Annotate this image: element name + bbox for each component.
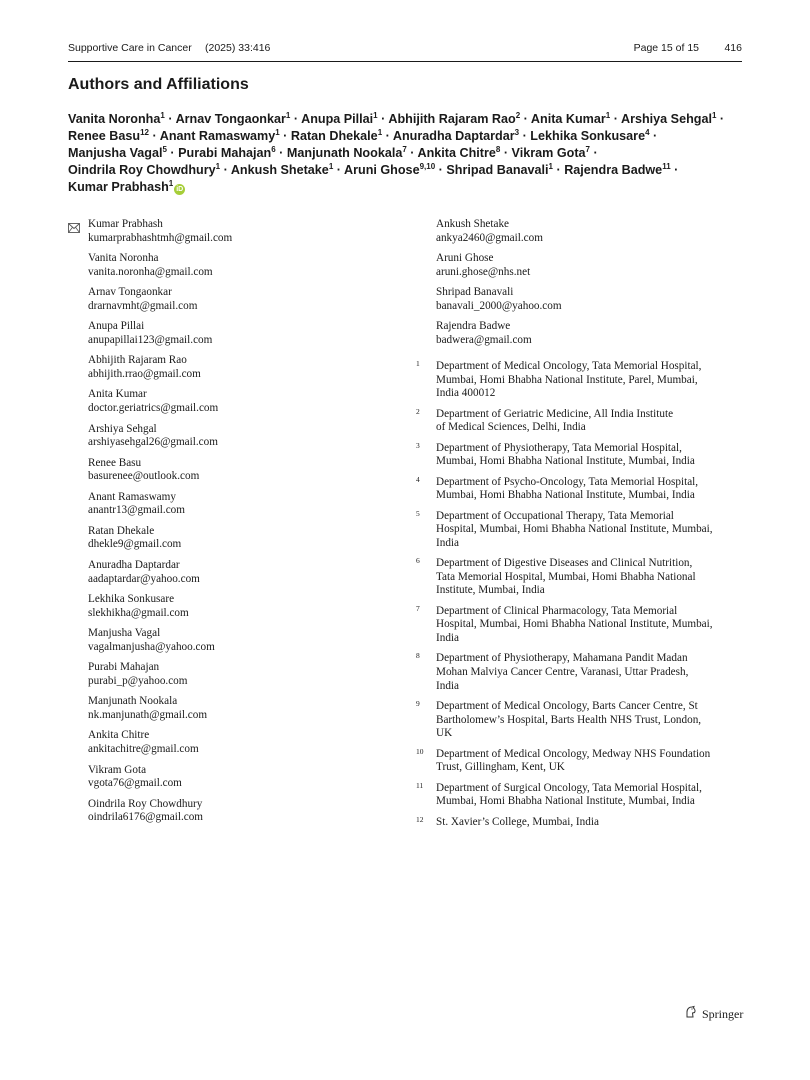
affiliation-marker: 1 (168, 179, 174, 188)
author-name[interactable] (344, 163, 435, 177)
author-name-text: Shripad Banavali (446, 163, 549, 177)
author-name-text: Arnav Tongaonkar (175, 112, 286, 126)
contact-email[interactable]: aadaptardar@yahoo.com (88, 572, 200, 585)
author-list: Vanita Noronha$^1$ · Arnav Tongaonkar$^1$ · Anupa Pillai$^1$ · Abhijith Rajaram Rao$^2$ · Anita Kumar$^1$ · Arshiya Sehgal$^1$ · Renee Basu$^{12}$ · Anant Ramaswamy$^1$ · Ratan Dhekale$^1$ · Anuradha Daptardar$^3$ · Lekhika Sonkusare$^4$ · Manjusha Vagal$^5$ · Purabi Mahajan$^6$ · Manjunath Nookala$^7$ · Ankita Chitre$^8$ · Vikram Gota$^7$ · Oindrila Roy Chowdhury$^1$ · Ankush Shetake$^1$ · Aruni Ghose$^{9,10}$ · Shripad Banavali$^1$ · Rajendra Badwe$^{11}$ · Kumar Prabhash$^1$iD (68, 111, 725, 194)
contact-email[interactable]: banavali_2000@yahoo.com (436, 299, 562, 312)
contact-entry (88, 661, 388, 695)
author-name[interactable] (564, 163, 670, 177)
affiliation-marker: 6 (271, 145, 276, 154)
author-name[interactable] (178, 146, 276, 160)
affiliation-marker: 1 (215, 162, 221, 171)
contact-email[interactable]: badwera@gmail.com (436, 333, 532, 346)
contact-name: Arshiya Sehgal (88, 422, 157, 435)
affiliation-number: 2 (416, 406, 420, 416)
author-name[interactable] (68, 146, 167, 160)
affiliation-marker: 1 (605, 111, 611, 120)
author-name-text: Vanita Noronha (68, 112, 161, 126)
affiliation-text: Department of Occupational Therapy, Tata Memorial (436, 509, 674, 522)
publisher-logo (684, 1005, 743, 1023)
affiliation-text: Hospital, Mumbai, Homi Bhabha National Institute, Mumbai, (436, 618, 713, 631)
author-name[interactable] (530, 129, 649, 143)
affiliation-text: Mohan Malviya Cancer Centre, Varanasi, Uttar Pradesh, (436, 665, 689, 678)
affiliation-entry (416, 700, 736, 748)
affiliation-number: 12 (416, 814, 424, 824)
author-name[interactable] (512, 146, 590, 160)
affiliation-marker: 1 (711, 111, 717, 120)
affiliation-text: Department of Geriatric Medicine, All India Institute (436, 407, 674, 420)
affiliation-number: 4 (416, 474, 420, 484)
contact-email[interactable]: doctor.geriatrics@gmail.com (88, 402, 219, 415)
contact-entry (88, 695, 388, 729)
affiliation-marker: 8 (495, 145, 501, 154)
contact-email[interactable]: drarnavmht@gmail.com (88, 299, 198, 312)
contact-name: Vanita Noronha (88, 252, 159, 265)
affiliation-marker: 9,10 (419, 162, 436, 171)
author-name[interactable] (176, 112, 291, 126)
contact-email[interactable]: nk.manjunath@gmail.com (88, 708, 208, 721)
author-name-text: Lekhika Sonkusare (530, 129, 646, 143)
journal-name: Supportive Care in Cancer (68, 42, 192, 54)
affiliation-entry (416, 557, 736, 605)
affiliation-number: 5 (416, 508, 420, 518)
affiliation-entry (416, 652, 736, 700)
contact-email[interactable]: vanita.noronha@gmail.com (88, 265, 213, 278)
contact-entry (88, 354, 388, 388)
affiliation-text: Department of Physiotherapy, Mahamana Pandit Madan (436, 652, 688, 665)
affiliation-entry (416, 442, 736, 476)
affiliation-marker: 12 (140, 128, 150, 137)
contact-entry (88, 457, 388, 491)
author-name-text: Anupa Pillai (301, 112, 374, 126)
contact-name: Kumar Prabhash (88, 218, 163, 230)
affiliation-text: Department of Medical Oncology, Barts Cancer Centre, St (436, 699, 698, 712)
author-name[interactable] (621, 112, 716, 126)
affiliation-text: Mumbai, Homi Bhabha National Institute, Mumbai, India (436, 489, 695, 502)
affiliation-text: Hospital, Mumbai, Homi Bhabha National Institute, Mumbai, (436, 523, 713, 536)
contact-name: Aruni Ghose (436, 252, 494, 265)
contact-entry (88, 423, 388, 457)
contact-name: Lekhika Sonkusare (88, 593, 175, 606)
author-name[interactable] (287, 146, 407, 160)
author-name[interactable] (388, 112, 520, 126)
section-title: Authors and Affiliations (68, 76, 249, 93)
affiliation-entry (416, 816, 736, 836)
affiliation-text: Mumbai, Homi Bhabha National Institute, Mumbai, India (436, 455, 695, 468)
affiliation-entry (416, 782, 736, 816)
author-name[interactable] (291, 129, 382, 143)
affiliation-text: India (436, 536, 459, 549)
affiliation-marker: 5 (162, 145, 167, 154)
contact-email[interactable]: abhijith.rrao@gmail.com (88, 367, 201, 380)
author-name[interactable] (531, 112, 610, 126)
header-rule (68, 61, 742, 62)
affiliation-text: Department of Surgical Oncology, Tata Memorial Hospital, (436, 781, 702, 794)
article-number: 416 (724, 42, 742, 54)
author-name[interactable] (160, 129, 280, 143)
contact-entry (88, 798, 388, 832)
contact-name: Anupa Pillai (88, 320, 145, 333)
envelope-icon (68, 220, 80, 238)
affiliation-text: India 400012 (436, 387, 496, 400)
author-name-text: Purabi Mahajan (178, 146, 272, 160)
contact-email[interactable]: aruni.ghose@nhs.net (436, 265, 531, 278)
affiliation-number: 3 (416, 440, 420, 450)
affiliation-number: 1 (416, 359, 420, 368)
contact-email[interactable]: ankya2460@gmail.com (436, 231, 543, 244)
author-name[interactable] (68, 129, 149, 143)
contact-email[interactable]: oindrila6176@gmail.com (88, 811, 204, 824)
affiliation-text: Mumbai, Homi Bhabha National Institute, Mumbai, India (436, 795, 695, 808)
contact-name: Abhijith Rajaram Rao (88, 354, 187, 367)
affiliation-marker: 3 (514, 128, 520, 137)
contact-entry (88, 286, 388, 320)
affiliation-number: 10 (416, 746, 424, 756)
contact-entry (88, 764, 388, 798)
contact-entry (88, 593, 388, 627)
contact-entry (436, 286, 736, 320)
author-name-text: Ratan Dhekale (290, 129, 378, 143)
affiliation-entry (416, 360, 736, 408)
contact-name: Arnav Tongaonkar (88, 286, 172, 299)
affiliation-marker: 7 (402, 145, 407, 154)
author-name-text: Renee Basu (68, 129, 141, 143)
page-number: Page 15 of 15 (633, 42, 699, 54)
affiliation-entry (416, 510, 736, 558)
contact-name: Anuradha Daptardar (88, 558, 180, 571)
affiliation-text: Trust, Gillingham, Kent, UK (436, 761, 565, 774)
affiliation-entry (416, 605, 736, 653)
contact-list-left (88, 218, 388, 832)
affiliation-number: 7 (416, 603, 420, 613)
author-name-text: Anita Kumar (530, 112, 606, 126)
contact-entry (88, 559, 388, 593)
author-name-text: Vikram Gota (511, 146, 586, 160)
affiliation-marker: 11 (662, 162, 671, 171)
contact-entry (88, 320, 388, 354)
affiliation-text: St. Xavier’s College, Mumbai, India (436, 815, 599, 828)
contact-email[interactable]: slekhikha@gmail.com (88, 606, 189, 619)
contact-entry (88, 491, 388, 525)
contact-entry (88, 525, 388, 559)
affiliation-number: 6 (416, 556, 420, 566)
affiliation-text: Department of Psycho-Oncology, Tata Memorial Hospital, (436, 475, 699, 488)
affiliation-text: India (436, 679, 459, 692)
contact-entry (436, 252, 736, 286)
author-name[interactable] (68, 163, 220, 177)
contact-email[interactable]: arshiyasehgal26@gmail.com (88, 436, 218, 449)
contact-name: Renee Basu (88, 456, 142, 469)
publisher-name: Springer (702, 1006, 744, 1021)
affiliation-entry (416, 748, 736, 782)
affiliation-marker: 1 (377, 128, 383, 137)
contact-entry (436, 218, 736, 252)
author-name[interactable] (68, 180, 185, 194)
contact-email[interactable]: purabi_p@yahoo.com (88, 674, 188, 687)
contact-list-right (436, 218, 736, 354)
contact-email[interactable]: anantr13@gmail.com (88, 504, 185, 517)
affiliation-entry (416, 476, 736, 510)
affiliation-text: India (436, 631, 459, 644)
author-name-text: Manjunath Nookala (286, 146, 403, 160)
affiliation-number: 11 (416, 780, 424, 790)
contact-email[interactable]: vgota76@gmail.com (88, 777, 182, 790)
affiliation-text: Mumbai, Homi Bhabha National Institute, Parel, Mumbai, (436, 373, 698, 386)
affiliation-text: Department of Medical Oncology, Tata Memorial Hospital, (436, 360, 702, 372)
author-name-text: Ankush Shetake (230, 163, 329, 177)
affiliation-marker: 2 (515, 111, 521, 120)
author-name[interactable] (446, 163, 553, 177)
author-name-text: Oindrila Roy Chowdhury (68, 163, 216, 177)
orcid-icon[interactable]: iD (176, 186, 184, 193)
author-name-text: Manjusha Vagal (68, 146, 163, 160)
running-header (68, 42, 742, 60)
author-name-text: Anuradha Daptardar (392, 129, 515, 143)
author-name-text: Ankita Chitre (417, 146, 496, 160)
affiliation-text: Department of Physiotherapy, Tata Memorial Hospital, (436, 441, 682, 454)
author-name[interactable] (231, 163, 333, 177)
contact-entry (88, 627, 388, 661)
affiliation-text: Department of Digestive Diseases and Clinical Nutrition, (436, 557, 693, 570)
author-name-text: Arshiya Sehgal (620, 112, 712, 126)
contact-name: Ratan Dhekale (88, 524, 155, 537)
contact-name: Ankita Chitre (88, 729, 150, 742)
author-name[interactable] (393, 129, 519, 143)
affiliation-marker: 1 (373, 111, 378, 120)
affiliation-list (416, 360, 736, 836)
contact-email[interactable]: basurenee@outlook.com (88, 470, 200, 483)
citation: (2025) 33:416 (205, 42, 271, 54)
affiliation-marker: 7 (585, 145, 590, 154)
author-name-text: Aruni Ghose (344, 163, 420, 177)
contact-name: Anant Ramaswamy (88, 490, 176, 503)
affiliation-text: UK (436, 727, 453, 740)
affiliation-entry (416, 408, 736, 442)
affiliation-text: Department of Clinical Pharmacology, Tata Memorial (436, 604, 678, 617)
contact-name: Ankush Shetake (436, 218, 510, 230)
contact-name: Vikram Gota (88, 763, 147, 776)
contact-name: Manjunath Nookala (88, 695, 178, 708)
contact-name: Anita Kumar (88, 388, 147, 401)
contact-name: Purabi Mahajan (88, 661, 160, 674)
affiliation-marker: 1 (275, 128, 280, 137)
author-name[interactable] (301, 112, 378, 126)
author-name[interactable] (418, 146, 501, 160)
contact-entry (88, 388, 388, 422)
affiliation-marker: 1 (160, 111, 165, 120)
affiliation-number: 8 (416, 651, 420, 661)
author-name-text: Anant Ramaswamy (159, 129, 276, 143)
contact-name: Rajendra Badwe (436, 320, 511, 333)
contact-email[interactable]: ankitachitre@gmail.com (88, 743, 199, 755)
contact-name: Oindrila Roy Chowdhury (88, 797, 203, 810)
contact-email[interactable]: anupapillai123@gmail.com (88, 333, 213, 346)
contact-name: Shripad Banavali (436, 286, 514, 299)
contact-entry (88, 218, 388, 252)
contact-name: Manjusha Vagal (88, 627, 161, 640)
author-name-text: Rajendra Badwe (564, 163, 663, 177)
contact-email[interactable]: kumarprabhashtmh@gmail.com (88, 231, 233, 244)
author-name-text: Kumar Prabhash (68, 180, 169, 194)
affiliation-marker: 1 (285, 111, 291, 120)
springer-horse-icon (684, 1005, 698, 1023)
contact-entry (88, 252, 388, 286)
contact-email[interactable]: dhekle9@gmail.com (88, 538, 182, 551)
affiliation-text: Tata Memorial Hospital, Mumbai, Homi Bhabha National (436, 570, 696, 583)
contact-entry (436, 320, 736, 354)
affiliation-text: Institute, Mumbai, India (436, 584, 545, 597)
contact-email[interactable]: vagalmanjusha@yahoo.com (88, 640, 215, 653)
affiliation-marker: 1 (328, 162, 334, 171)
affiliation-text: of Medical Sciences, Delhi, India (436, 421, 586, 434)
affiliation-text: Bartholomew’s Hospital, Barts Health NHS Trust, London, (436, 713, 702, 726)
author-name[interactable] (68, 112, 165, 126)
author-name-text: Abhijith Rajaram Rao (388, 112, 516, 126)
affiliation-marker: 4 (645, 128, 650, 137)
affiliation-marker: 1 (548, 162, 553, 171)
contact-entry (88, 729, 388, 763)
affiliation-text: Department of Medical Oncology, Medway NHS Foundation (436, 747, 711, 760)
affiliation-number: 9 (416, 698, 420, 708)
